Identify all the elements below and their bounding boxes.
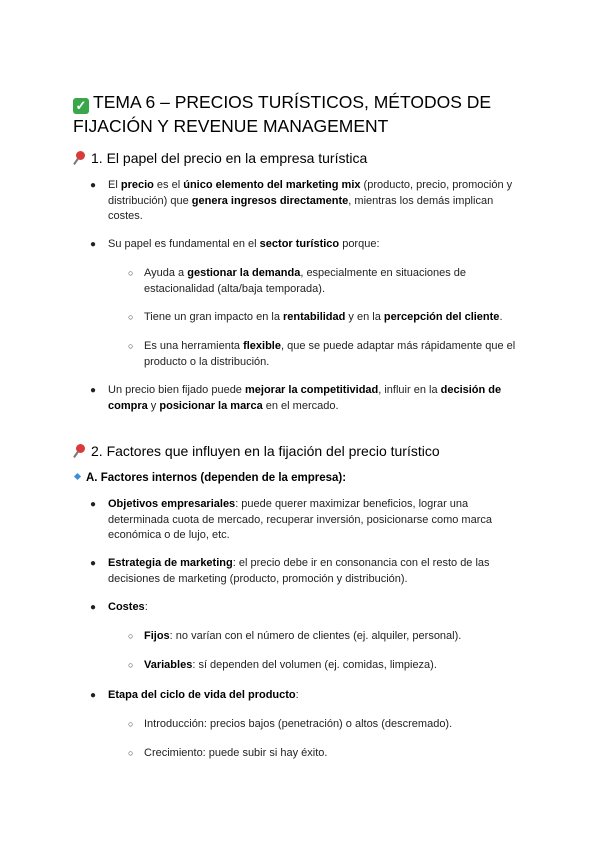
text-run: : el precio debe ir en consonancia con el resto de las decisiones de marketing (producto, promoción y distribución).	[108, 557, 490, 585]
text-run: A. Factores internos (dependen de la empresa):	[86, 472, 347, 484]
list-item	[90, 383, 528, 414]
list-item	[128, 310, 524, 326]
bold-text: Etapa del ciclo de vida del producto	[108, 689, 296, 701]
text-run: ○	[128, 719, 134, 729]
text-run: ○	[128, 312, 134, 322]
list-item	[128, 266, 524, 297]
text-run: 1. El papel del precio en la empresa turística	[91, 150, 368, 166]
bold-text: rentabilidad	[283, 311, 346, 323]
text-run: ●	[90, 558, 97, 569]
text-run: , influir en la	[378, 384, 441, 396]
list-item	[90, 556, 528, 587]
bold-text: gestionar la demanda	[187, 267, 301, 279]
bold-text: único elemento del marketing mix	[183, 179, 361, 191]
list-item	[128, 339, 524, 370]
bold-text: Estrategia de marketing	[108, 557, 233, 569]
list-item	[90, 178, 528, 225]
text-run: ●	[90, 239, 97, 250]
bold-text: Objetivos empresariales	[108, 498, 236, 510]
text-run: 2. Factores que influyen en la fijación del precio turístico	[91, 443, 440, 459]
text-run: ●	[90, 602, 97, 613]
text-run: Es una herramienta	[144, 340, 244, 352]
check-box-icon: ✓	[73, 98, 89, 114]
text-run: es el	[153, 179, 184, 191]
bold-text: sector turístico	[259, 238, 340, 250]
text-run: ●	[90, 180, 97, 191]
text-run: porque:	[339, 238, 380, 250]
bold-text: mejorar la competitividad	[244, 384, 379, 396]
text-run: , especialmente en situaciones de estacionalidad (alta/baja temporada).	[144, 267, 467, 295]
bold-text: Costes	[108, 601, 145, 613]
section-2a-subheading	[73, 471, 346, 486]
text-run: ●	[90, 385, 97, 396]
text-run: y	[147, 399, 160, 412]
text-run: Tiene un gran impacto en la	[144, 311, 284, 323]
text-run: TEMA 6 – PRECIOS TURÍSTICOS, MÉTODOS DE FIJACIÓN Y REVENUE MANAGEMENT	[73, 92, 492, 136]
bold-text: Variables	[144, 659, 193, 671]
bold-text: posicionar la marca	[159, 399, 263, 412]
text-run: Ayuda a	[144, 267, 188, 279]
text-run: Introducción: precios bajos (penetración) o altos (descremado).	[144, 718, 453, 730]
text-run: .	[499, 311, 503, 323]
list-item	[90, 600, 528, 616]
pushpin-icon	[73, 444, 87, 458]
list-item	[90, 688, 528, 704]
list-item	[90, 237, 528, 253]
bold-text: flexible	[243, 340, 281, 352]
bold-text: percepción del cliente	[383, 311, 500, 323]
text-run: , mientras los demás implican costes.	[108, 194, 494, 222]
text-run: : sí dependen del volumen (ej. comidas, limpieza).	[192, 659, 437, 671]
text-run: en el mercado.	[262, 399, 339, 412]
text-run: Un precio bien fijado puede	[108, 384, 245, 396]
text-run: El	[108, 179, 121, 191]
text-run: ●	[90, 499, 97, 510]
text-run: :	[144, 601, 148, 613]
text-run: ●	[90, 690, 97, 701]
text-run: ○	[128, 268, 134, 278]
text-run: Su papel es fundamental en el	[108, 238, 260, 250]
text-run: ○	[128, 748, 134, 758]
list-item	[128, 629, 524, 645]
list-item	[128, 717, 524, 733]
text-run: : no varían con el número de clientes (ej. alquiler, personal).	[169, 630, 462, 642]
page-title	[73, 90, 543, 138]
list-item	[90, 497, 528, 544]
pushpin-icon	[73, 151, 87, 165]
text-run: (producto, precio, promoción y distribución) que	[108, 179, 513, 207]
section-2-heading	[73, 442, 440, 460]
text-run: ○	[128, 631, 134, 641]
text-run: ○	[128, 660, 134, 670]
text-run: :	[295, 689, 299, 701]
text-run: : puede querer maximizar beneficios, lograr una determinada cuota de mercado, recuperar inversión, posicionarse como marca económica o de lujo, etc.	[108, 498, 492, 541]
text-run: Crecimiento: puede subir si hay éxito.	[144, 747, 328, 759]
blue-diamond-icon	[74, 473, 81, 480]
text-run: ○	[128, 341, 134, 351]
list-item	[128, 746, 524, 762]
section-1-heading	[73, 149, 367, 167]
bold-text: Fijos	[144, 630, 170, 642]
bold-text: decisión de compra	[108, 384, 502, 412]
list-item	[128, 658, 524, 674]
bold-text: genera ingresos directamente	[191, 194, 349, 207]
text-run: y en la	[345, 311, 384, 323]
text-run: , que se puede adaptar más rápidamente que el producto o la distribución.	[144, 340, 516, 368]
bold-text: precio	[120, 179, 154, 191]
